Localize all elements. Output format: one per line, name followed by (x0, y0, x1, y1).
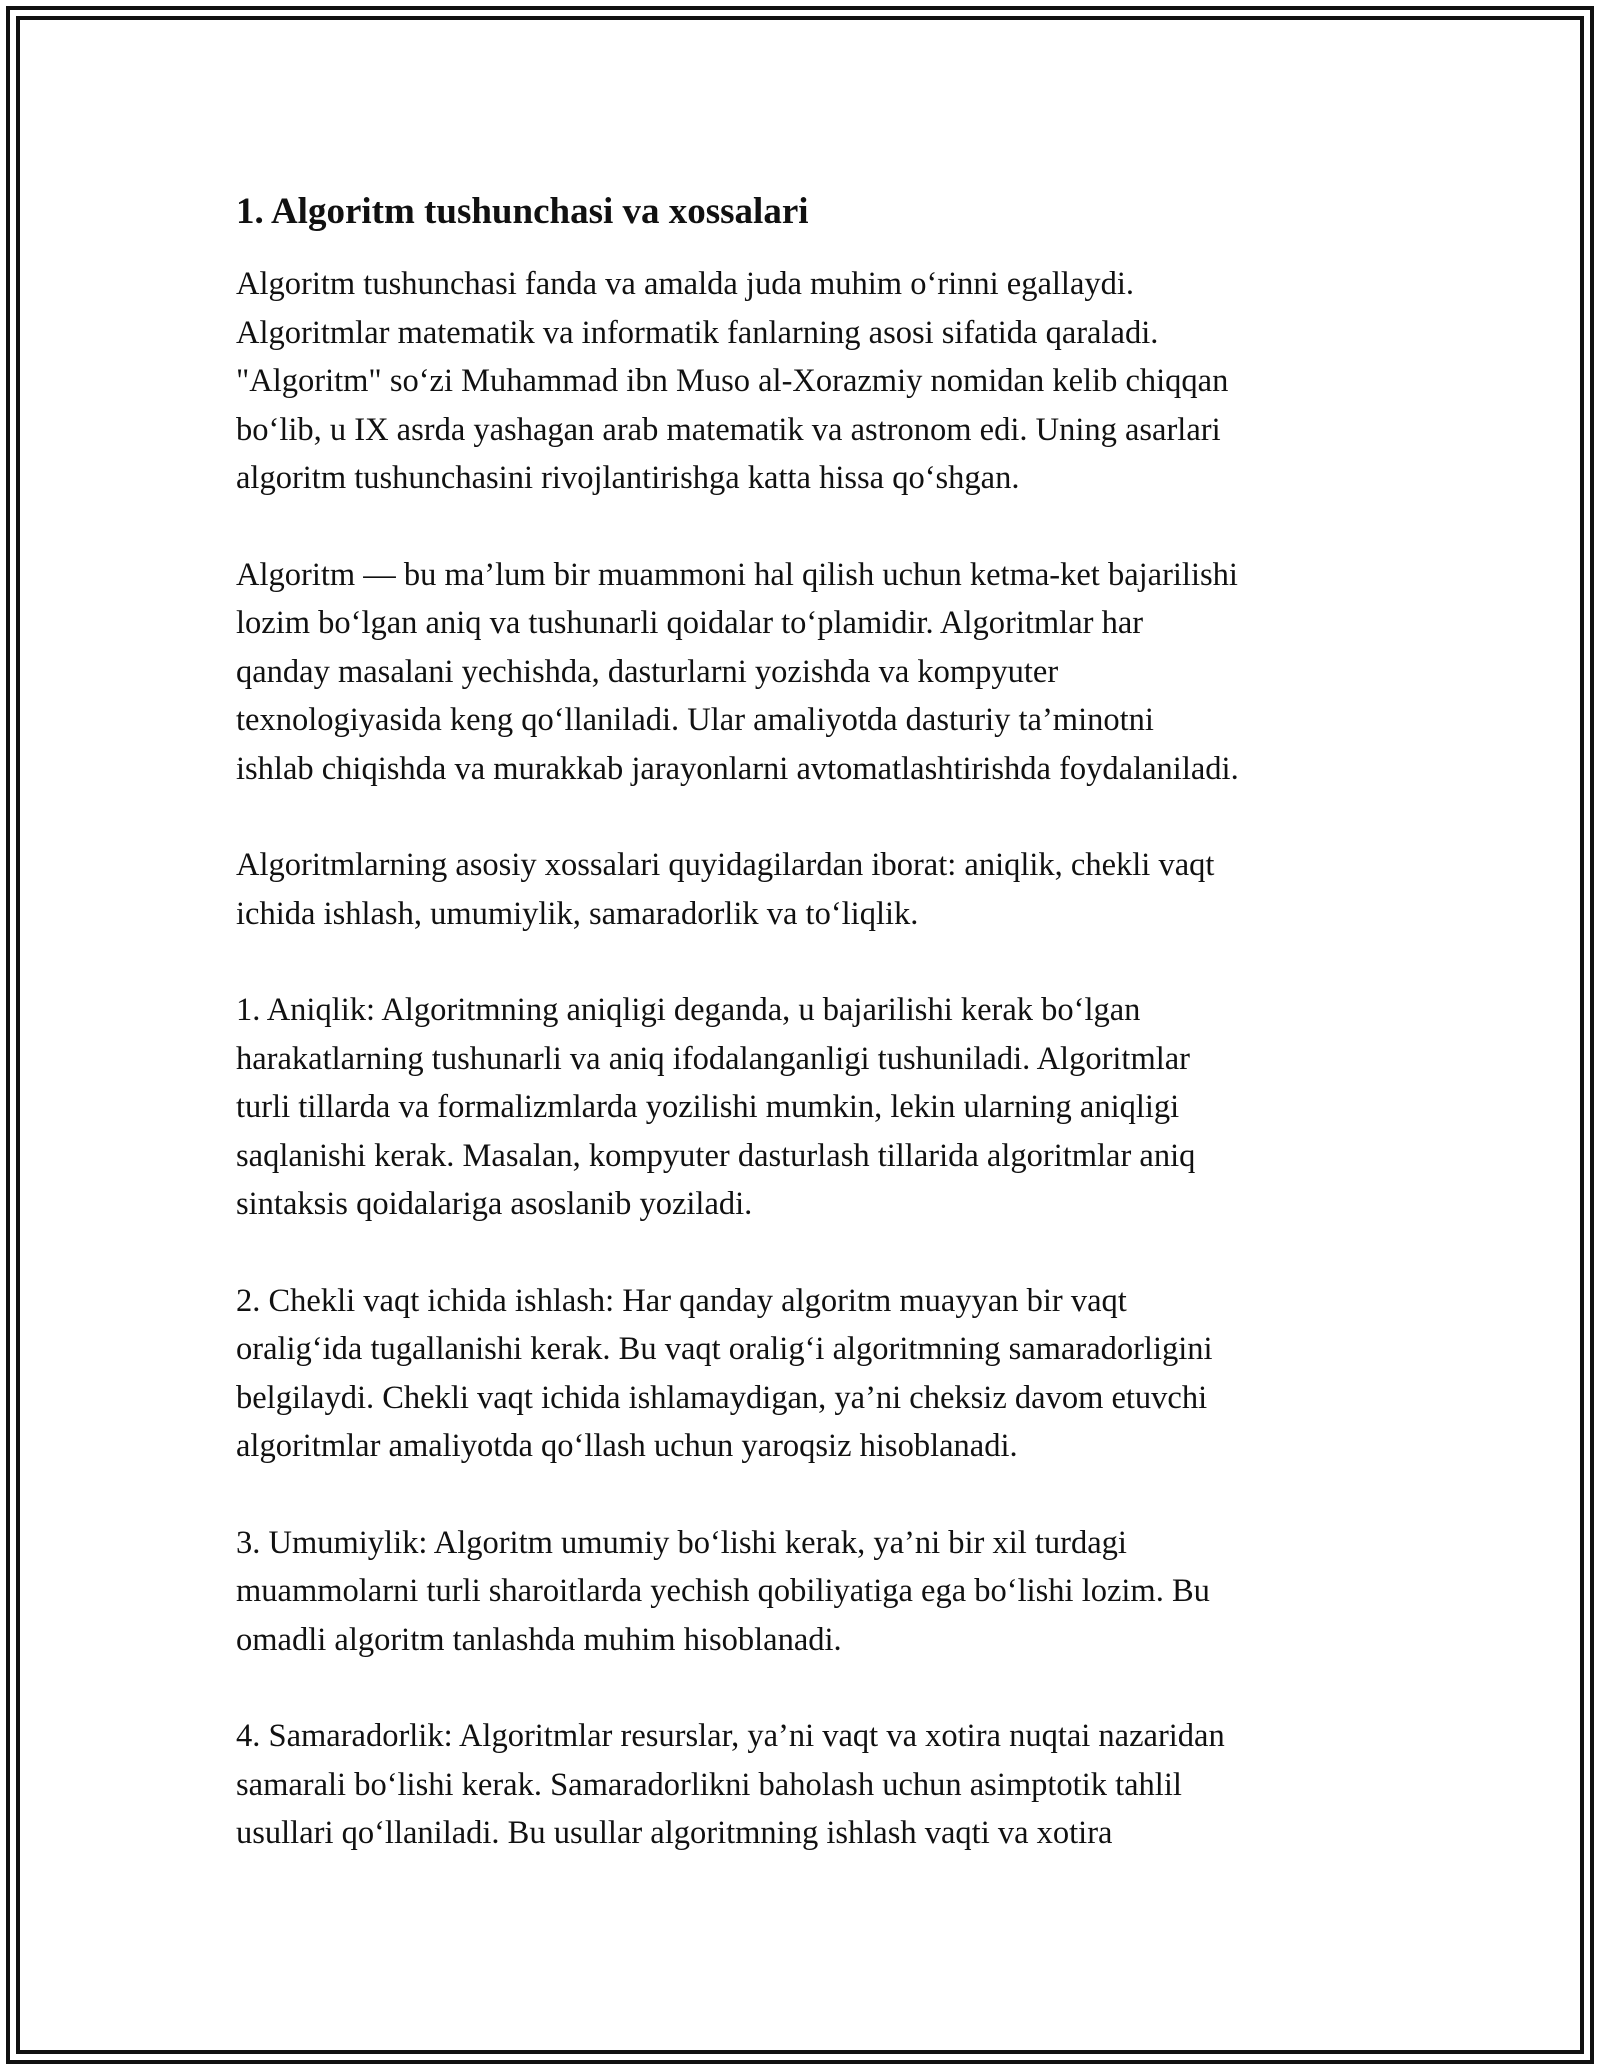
paragraph-efficiency: 4. Samaradorlik: Algoritmlar resurslar, ya’ni vaqt va xotira nuqtai nazaridan samarali bo‘lishi kerak. Samaradorlikni baholash uchun asimptotik tahlil usullari qo‘llaniladi. Bu usullar algoritmning ishlash vaqti va xotira (236, 1718, 1225, 1851)
paragraph-precision: 1. Aniqlik: Algoritmning aniqligi deganda, u bajarilishi kerak bo‘lgan harakatlarning tushunarli va aniq ifodalanganligi tushuniladi. Algoritmlar turli tillarda va formalizmlarda yozilishi mumkin, lekin ularning aniqligi saqlanishi kerak. Masalan, kompyuter dasturlash tillarida algoritmlar aniq sintaksis qoidalariga asoslanib yoziladi. (236, 992, 1196, 1222)
paragraph-properties: Algoritmlarning asosiy xossalari quyidagilardan iborat: aniqlik, chekli vaqt ichida ishlash, umumiylik, samaradorlik va to‘liqlik. (236, 847, 1215, 932)
paragraph-generality: 3. Umumiylik: Algoritm umumiy bo‘lishi kerak, ya’ni bir xil turdagi muammolarni turli sharoitlarda yechish qobiliyatiga ega bo‘lishi lozim. Bu omadli algoritm tanlashda muhim hisoblanadi. (236, 1524, 1210, 1658)
paragraph-intro: Algoritm tushunchasi fanda va amalda juda muhim o‘rinni egallaydi. Algoritmlar matematik va informatik fanlarning asosi sifatida qaraladi. "Algoritm" so‘zi Muhammad ibn Muso al-Xorazmiy nomidan kelib chiqqan bo‘lib, u IX asrda yashagan arab matematik va astronom edi. Uning asarlari algoritm tushunchasini rivojlantirishga katta hissa qo‘shgan. (236, 266, 1229, 496)
document-body (236, 188, 1386, 1906)
paragraph-definition: Algoritm — bu ma’lum bir muammoni hal qilish uchun ketma-ket bajarilishi lozim bo‘lgan aniq va tushunarli qoidalar to‘plamidir. Algoritmlar har qanday masalani yechishda, dasturlarni yozishda va kompyuter texnologiyasida keng qo‘llaniladi. Ular amaliyotda dasturiy ta’minotni ishlab chiqishda va murakkab jarayonlarni avtomatlashtirishda foydalaniladi. (236, 556, 1239, 787)
section-heading: 1. Algoritm tushunchasi va xossalari (236, 191, 809, 232)
paragraph-finite-time: 2. Chekli vaqt ichida ishlash: Har qanday algoritm muayyan bir vaqt oralig‘ida tugallanishi kerak. Bu vaqt oralig‘i algoritmning samaradorligini belgilaydi. Chekli vaqt ichida ishlamaydigan, ya’ni cheksiz davom etuvchi algoritmlar amaliyotda qo‘llash uchun yaroqsiz hisoblanadi. (236, 1282, 1213, 1464)
